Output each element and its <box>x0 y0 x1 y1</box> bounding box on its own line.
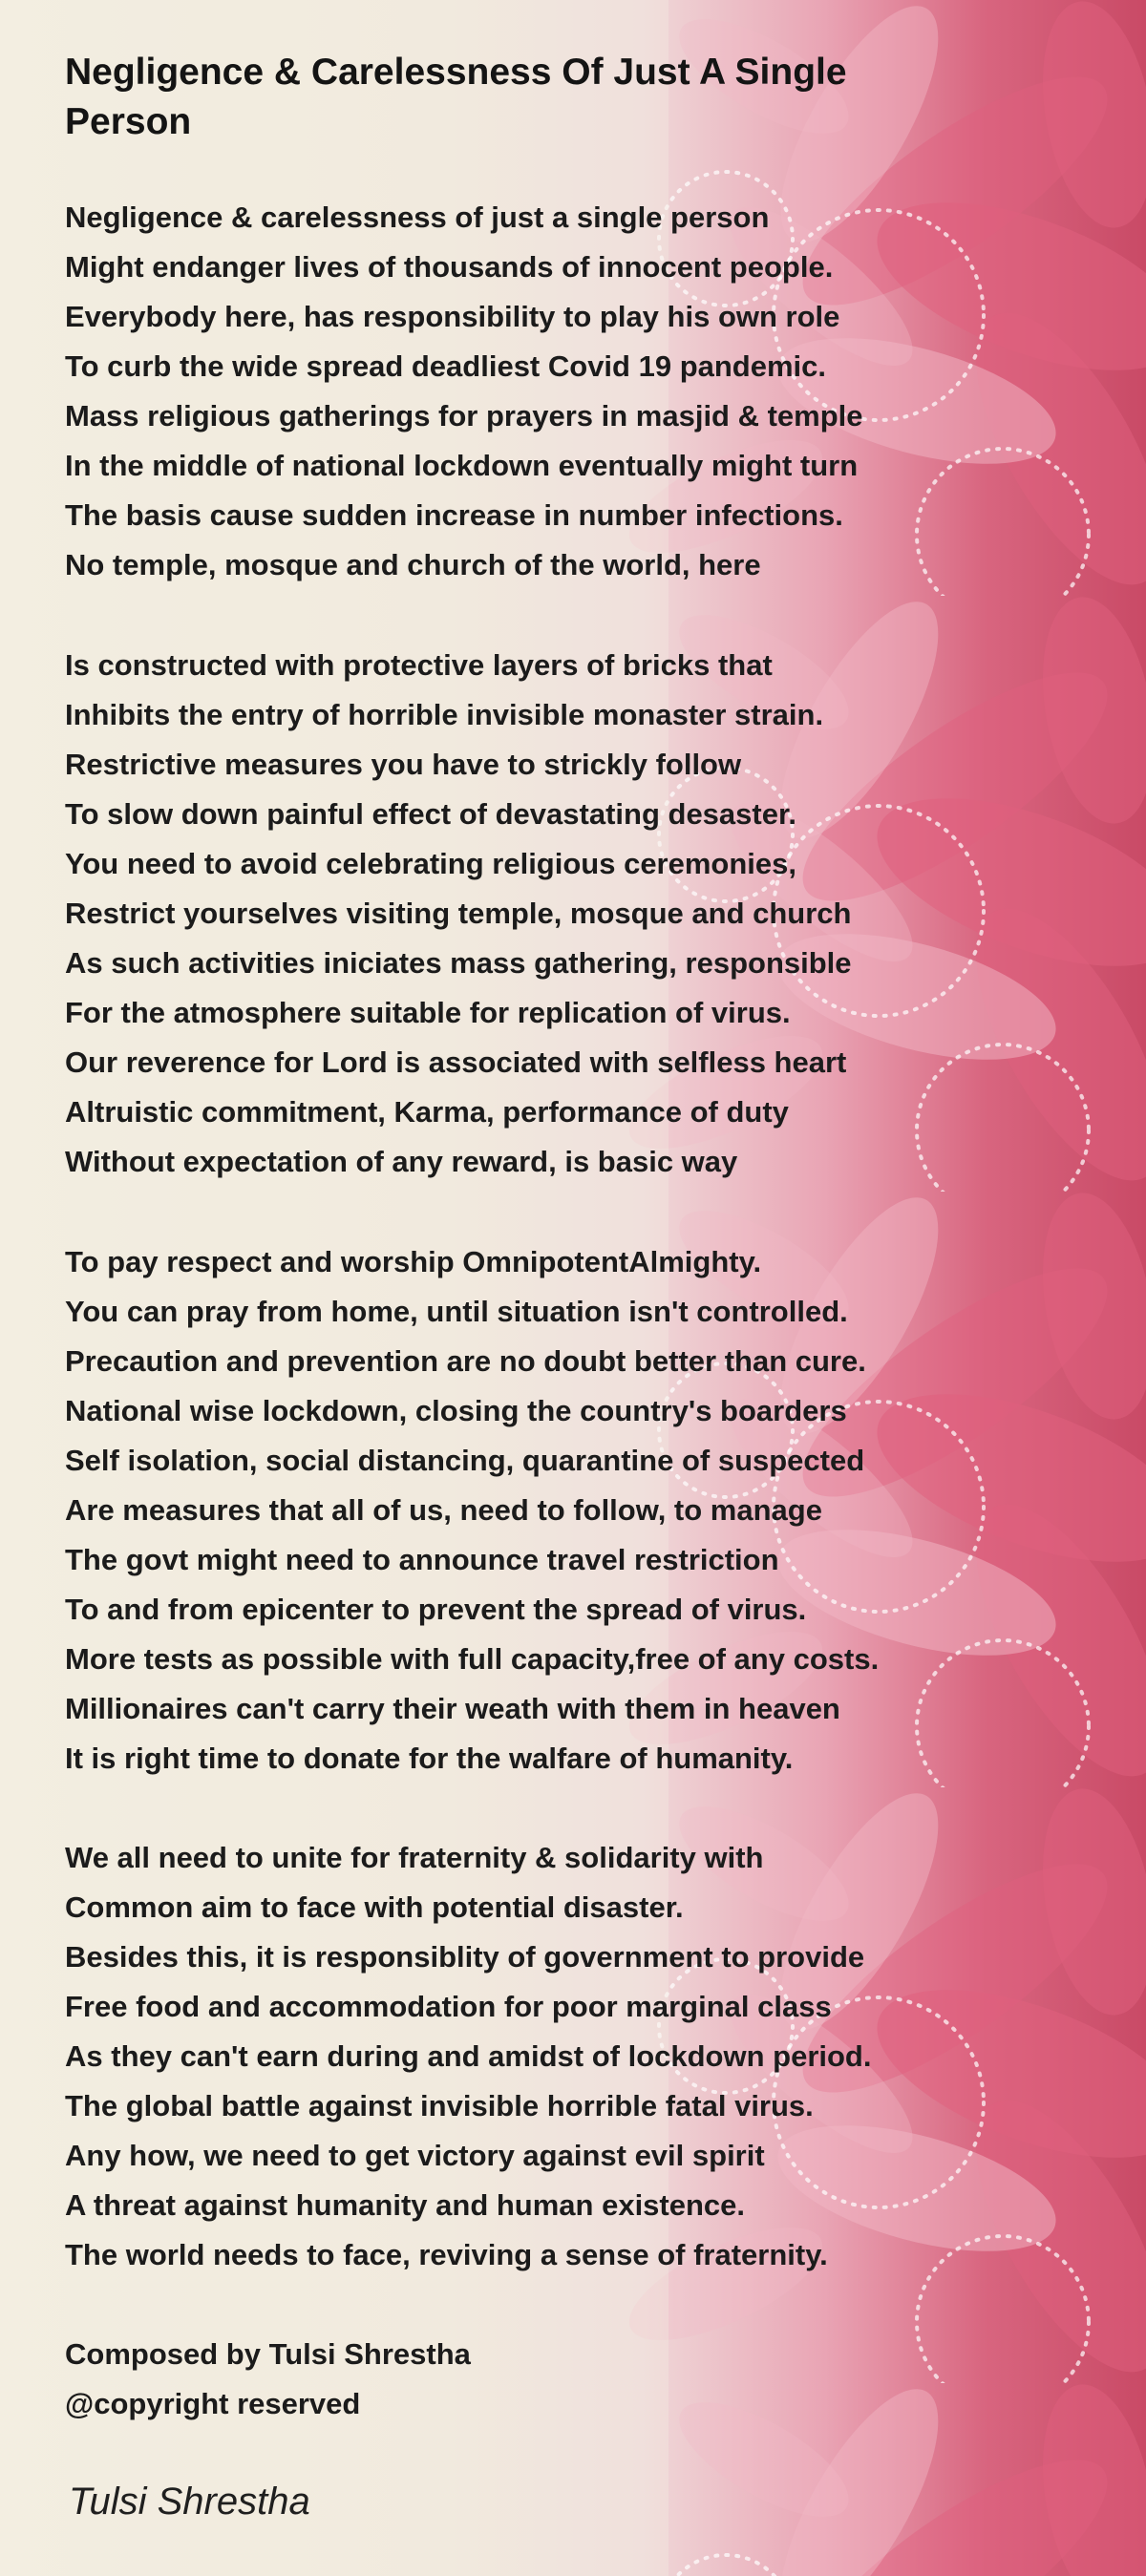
poem-line: For the atmosphere suitable for replication of virus. <box>65 996 791 1029</box>
poem-line: Besides this, it is responsiblity of government to provide <box>65 1940 865 1974</box>
poem-line: The basis cause sudden increase in number infections. <box>65 498 843 532</box>
poem-line: In the middle of national lockdown eventually might turn <box>65 449 859 482</box>
poem-line: Is constructed with protective layers of bricks that <box>65 648 773 682</box>
poem-line: Everybody here, has responsibility to play his own role <box>65 300 840 333</box>
poem-line: Restrict yourselves visiting temple, mosque and church <box>65 897 852 930</box>
poem-line: The govt might need to announce travel restriction <box>65 1543 779 1576</box>
poem-line: As such activities iniciates mass gathering, responsible <box>65 946 852 980</box>
poem-line: Restrictive measures you have to strickly follow <box>65 748 742 781</box>
poem-line: Inhibits the entry of horrible invisible monaster strain. <box>65 698 824 731</box>
poem-line: Negligence & carelessness of just a single person <box>65 201 770 234</box>
poem-title: Negligence & Carelessness Of Just A Single Person <box>65 52 847 142</box>
stanza-2 <box>65 641 1096 1187</box>
poem-line: Precaution and prevention are no doubt better than cure. <box>65 1344 866 1378</box>
poem-line: Altruistic commitment, Karma, performance of duty <box>65 1095 789 1129</box>
poem-line: Any how, we need to get victory against evil spirit <box>65 2139 765 2172</box>
poem-line: Free food and accommodation for poor marginal class <box>65 1990 832 2023</box>
poem-line: More tests as possible with full capacity,free of any costs. <box>65 1642 880 1676</box>
poem-line: No temple, mosque and church of the world, here <box>65 548 761 581</box>
poem-line: Might endanger lives of thousands of innocent people. <box>65 250 834 284</box>
poem-line: Are measures that all of us, need to follow, to manage <box>65 1493 822 1527</box>
poem-line: To slow down painful effect of devastating desaster. <box>65 797 796 831</box>
poem-line: Mass religious gatherings for prayers in masjid & temple <box>65 399 863 433</box>
stanza-3 <box>65 1237 1096 1784</box>
poem-line: A threat against humanity and human existence. <box>65 2188 746 2222</box>
poem-line: Millionaires can't carry their weath with them in heaven <box>65 1692 840 1725</box>
poem-line: To pay respect and worship OmnipotentAlmighty. <box>65 1245 762 1278</box>
stanza-1 <box>65 193 1096 590</box>
poem-line: As they can't earn during and amidst of lockdown period. <box>65 2039 872 2073</box>
poem-line: The world needs to face, reviving a sense of fraternity. <box>65 2238 828 2271</box>
stanza-4 <box>65 1833 1096 2280</box>
poem-line: You can pray from home, until situation isn't controlled. <box>65 1295 848 1328</box>
poem-line: Without expectation of any reward, is basic way <box>65 1145 738 1178</box>
poem-line: We all need to unite for fraternity & solidarity with <box>65 1841 764 1874</box>
poem-line: To curb the wide spread deadliest Covid 19 pandemic. <box>65 349 827 383</box>
poem-line: Self isolation, social distancing, quarantine of suspected <box>65 1444 865 1477</box>
poem-line: To and from epicenter to prevent the spread of virus. <box>65 1593 807 1626</box>
composed-by-line: Composed by Tulsi Shrestha <box>65 2337 471 2371</box>
poem-line: National wise lockdown, closing the country's boarders <box>65 1394 847 1427</box>
author-credit <box>65 2330 1096 2429</box>
poem-line: You need to avoid celebrating religious ceremonies, <box>65 847 797 880</box>
copyright-line: @copyright reserved <box>65 2387 361 2420</box>
poem-line: Our reverence for Lord is associated with selfless heart <box>65 1045 847 1079</box>
poem-line: It is right time to donate for the walfare of humanity. <box>65 1742 794 1775</box>
poem-line: Common aim to face with potential disaster. <box>65 1890 684 1924</box>
poem-line: The global battle against invisible horrible fatal virus. <box>65 2089 814 2122</box>
author-signature: Tulsi Shrestha <box>69 2481 310 2523</box>
